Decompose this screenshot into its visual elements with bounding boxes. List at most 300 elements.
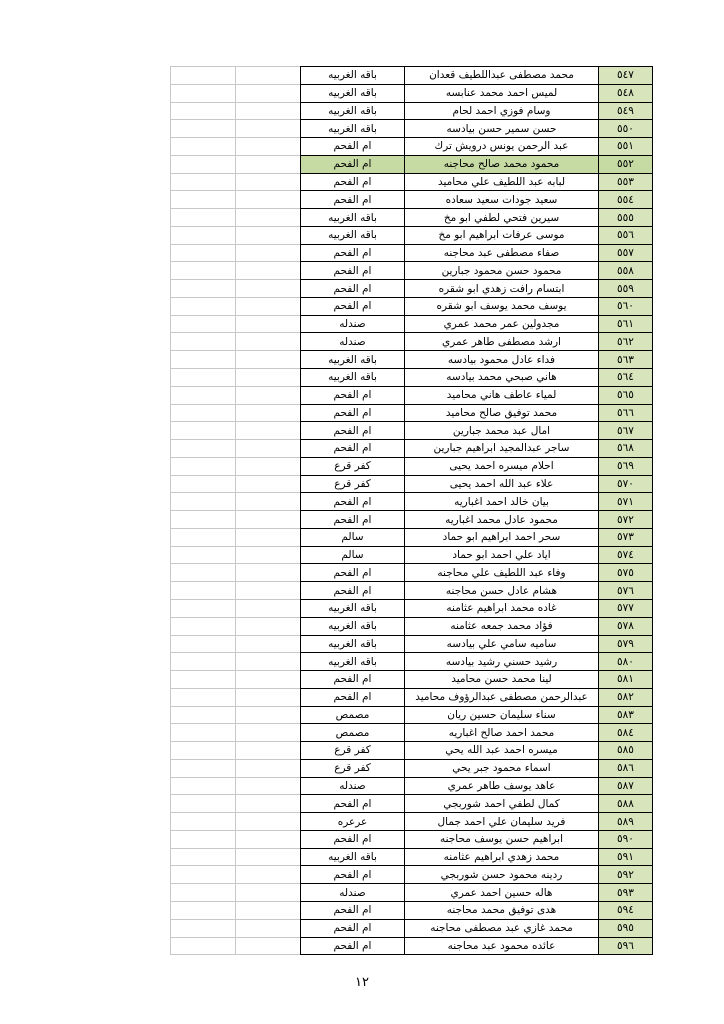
empty-cell [171,191,236,209]
empty-cell [236,599,301,617]
empty-cell [236,830,301,848]
empty-cell [236,884,301,902]
name-cell: ميسره احمد عبد الله يحي [405,742,599,760]
name-cell: محمد احمد صالح اغباريه [405,724,599,742]
table-row [171,262,653,280]
name-cell: سيرين فتحي لطفي ابو مخ [405,209,599,227]
empty-cell [236,564,301,582]
empty-cell [171,582,236,600]
empty-cell [171,120,236,138]
empty-cell [236,138,301,156]
town-cell: باقه الغربيه [301,653,405,671]
town-cell: ام الفحم [301,404,405,422]
empty-cell [171,511,236,529]
row-number-cell: ٥٨٩ [599,813,653,831]
empty-cell [236,582,301,600]
row-number-cell: ٥٧٤ [599,546,653,564]
empty-cell [236,244,301,262]
town-cell: ام الفحم [301,671,405,689]
name-cell: محمد توفيق صالح محاميد [405,404,599,422]
name-cell: اياد علي احمد ابو حماد [405,546,599,564]
empty-cell [171,777,236,795]
row-number-cell: ٥٩٥ [599,919,653,937]
empty-cell [236,404,301,422]
row-number-cell: ٥٩٤ [599,901,653,919]
page-number: ١٢ [355,975,369,990]
table-row [171,564,653,582]
empty-cell [171,653,236,671]
name-cell: محمود حسن محمود جبارين [405,262,599,280]
name-cell: ارشد مصطفى طاهر عمري [405,333,599,351]
town-cell: ام الفحم [301,688,405,706]
empty-cell [171,440,236,458]
town-cell: مصمص [301,706,405,724]
empty-cell [171,102,236,120]
name-cell: رشيد حسني رشيد بيادسه [405,653,599,671]
table-row [171,617,653,635]
row-number-cell: ٥٩٠ [599,830,653,848]
empty-cell [171,226,236,244]
table-row [171,84,653,102]
empty-cell [171,493,236,511]
table-row [171,671,653,689]
table-row [171,848,653,866]
table-row [171,369,653,387]
town-cell: ام الفحم [301,173,405,191]
name-cell: عبدالرحمن مصطفى عبدالرؤوف محاميد [405,688,599,706]
empty-cell [171,884,236,902]
town-cell: باقه الغربيه [301,209,405,227]
town-cell: باقه الغربيه [301,84,405,102]
town-cell: ام الفحم [301,422,405,440]
town-cell: كفر قرع [301,742,405,760]
town-cell: باقه الغربيه [301,102,405,120]
row-number-cell: ٥٦٧ [599,422,653,440]
name-cell: غاده محمد ابراهيم عثامنه [405,599,599,617]
table-row [171,937,653,955]
name-cell: فؤاد محمد جمعه عثامنه [405,617,599,635]
table-row [171,138,653,156]
name-cell: هدى توفيق محمد محاجنه [405,901,599,919]
name-cell: عبد الرحمن يونس درويش ترك [405,138,599,156]
name-cell: وفاء عبد اللطيف علي محاجنه [405,564,599,582]
empty-cell [171,564,236,582]
town-cell: ام الفحم [301,511,405,529]
empty-cell [171,635,236,653]
row-number-cell: ٥٨١ [599,671,653,689]
name-cell: ابتسام رافت زهدي ابو شقره [405,280,599,298]
empty-cell [171,351,236,369]
empty-cell [171,155,236,173]
table-row [171,759,653,777]
empty-cell [236,457,301,475]
table-row [171,582,653,600]
row-number-cell: ٥٧٦ [599,582,653,600]
empty-cell [236,422,301,440]
town-cell: كفر قرع [301,759,405,777]
row-number-cell: ٥٦٠ [599,297,653,315]
empty-cell [171,528,236,546]
town-cell: ام الفحم [301,564,405,582]
empty-cell [171,173,236,191]
row-number-cell: ٥٧١ [599,493,653,511]
table-row [171,653,653,671]
row-number-cell: ٥٨٨ [599,795,653,813]
empty-cell [236,813,301,831]
row-number-cell: ٥٥٨ [599,262,653,280]
empty-cell [171,333,236,351]
table-row [171,884,653,902]
town-cell: مصمص [301,724,405,742]
name-cell: عاهد يوسف طاهر عمري [405,777,599,795]
empty-cell [236,511,301,529]
name-cell: ساميه سامي علي بيادسه [405,635,599,653]
town-cell: باقه الغربيه [301,599,405,617]
town-cell: باقه الغربيه [301,226,405,244]
name-cell: بيان خالد احمد اغباريه [405,493,599,511]
town-cell: سالم [301,528,405,546]
town-cell: ام الفحم [301,901,405,919]
empty-cell [236,901,301,919]
row-number-cell: ٥٥٢ [599,155,653,173]
row-number-cell: ٥٥٦ [599,226,653,244]
row-number-cell: ٥٦٣ [599,351,653,369]
empty-cell [171,369,236,387]
table-row [171,635,653,653]
table-row [171,866,653,884]
empty-cell [236,937,301,955]
table-row [171,209,653,227]
empty-cell [171,315,236,333]
empty-cell [236,280,301,298]
row-number-cell: ٥٧٢ [599,511,653,529]
empty-cell [236,262,301,280]
town-cell: باقه الغربيه [301,351,405,369]
empty-cell [171,475,236,493]
name-cell: لميس احمد محمد عنابسه [405,84,599,102]
empty-cell [171,671,236,689]
row-number-cell: ٥٥٣ [599,173,653,191]
empty-cell [236,671,301,689]
row-number-cell: ٥٧٣ [599,528,653,546]
name-cell: هاله حسين احمد عمري [405,884,599,902]
town-cell: باقه الغربيه [301,848,405,866]
table-row [171,120,653,138]
empty-cell [236,866,301,884]
empty-cell [171,759,236,777]
empty-cell [171,795,236,813]
row-number-cell: ٥٩٦ [599,937,653,955]
name-cell: لبابه عبد اللطيف علي محاميد [405,173,599,191]
names-table [170,66,653,955]
empty-cell [171,813,236,831]
empty-cell [171,830,236,848]
table-row [171,102,653,120]
table-row [171,475,653,493]
empty-cell [236,102,301,120]
empty-cell [171,209,236,227]
table-row [171,546,653,564]
empty-cell [171,688,236,706]
empty-cell [171,280,236,298]
town-cell: عرعره [301,813,405,831]
name-cell: عائده محمود عبد محاجنه [405,937,599,955]
name-cell: حسن سمير حسن بيادسه [405,120,599,138]
row-number-cell: ٥٩٢ [599,866,653,884]
town-cell: ام الفحم [301,386,405,404]
town-cell: ام الفحم [301,493,405,511]
table-row [171,280,653,298]
town-cell: ام الفحم [301,138,405,156]
table-row [171,528,653,546]
empty-cell [236,120,301,138]
row-number-cell: ٥٦١ [599,315,653,333]
name-cell: سحر احمد ابراهيم ابو حماد [405,528,599,546]
empty-cell [171,297,236,315]
table-row [171,457,653,475]
empty-cell [171,84,236,102]
row-number-cell: ٥٧٩ [599,635,653,653]
table-row [171,173,653,191]
town-cell: ام الفحم [301,582,405,600]
empty-cell [236,475,301,493]
empty-cell [236,493,301,511]
name-cell: وسام فوزي احمد لحام [405,102,599,120]
town-cell: ام الفحم [301,795,405,813]
empty-cell [171,848,236,866]
town-cell: ام الفحم [301,830,405,848]
town-cell: ام الفحم [301,262,405,280]
row-number-cell: ٥٦٥ [599,386,653,404]
table-row [171,155,653,173]
name-cell: كمال لطفي احمد شوربجي [405,795,599,813]
row-number-cell: ٥٤٧ [599,67,653,85]
table-row [171,599,653,617]
empty-cell [236,759,301,777]
empty-cell [171,244,236,262]
row-number-cell: ٥٦٩ [599,457,653,475]
empty-cell [236,84,301,102]
town-cell: ام الفحم [301,155,405,173]
name-cell: لمياء عاطف هاني محاميد [405,386,599,404]
name-cell: محمد مصطفى عبداللطيف قعدان [405,67,599,85]
row-number-cell: ٥٨٦ [599,759,653,777]
empty-cell [236,617,301,635]
row-number-cell: ٥٨٠ [599,653,653,671]
table-row [171,67,653,85]
name-cell: ردينه محمود حسن شوربجي [405,866,599,884]
name-cell: محمود محمد صالح محاجنه [405,155,599,173]
table-row [171,511,653,529]
empty-cell [236,155,301,173]
row-number-cell: ٥٨٣ [599,706,653,724]
empty-cell [236,226,301,244]
row-number-cell: ٥٧٨ [599,617,653,635]
table-row [171,830,653,848]
empty-cell [236,742,301,760]
row-number-cell: ٥٥١ [599,138,653,156]
empty-cell [236,67,301,85]
table-row [171,795,653,813]
town-cell: باقه الغربيه [301,369,405,387]
name-cell: سناء سليمان حسين ريان [405,706,599,724]
table-row [171,688,653,706]
row-number-cell: ٥٥٤ [599,191,653,209]
empty-cell [171,866,236,884]
town-cell: صندله [301,315,405,333]
town-cell: ام الفحم [301,866,405,884]
town-cell: ام الفحم [301,244,405,262]
empty-cell [236,777,301,795]
names-table-body [171,67,653,955]
empty-cell [171,706,236,724]
empty-cell [236,191,301,209]
empty-cell [171,617,236,635]
empty-cell [236,724,301,742]
table-row [171,777,653,795]
name-cell: علاء عبد الله احمد يحيى [405,475,599,493]
town-cell: باقه الغربيه [301,67,405,85]
row-number-cell: ٥٦٤ [599,369,653,387]
empty-cell [171,901,236,919]
empty-cell [236,653,301,671]
row-number-cell: ٥٧٥ [599,564,653,582]
row-number-cell: ٥٨٤ [599,724,653,742]
row-number-cell: ٥٤٩ [599,102,653,120]
table-row [171,440,653,458]
row-number-cell: ٥٥٠ [599,120,653,138]
empty-cell [171,67,236,85]
empty-cell [171,386,236,404]
table-row [171,404,653,422]
name-cell: يوسف محمد يوسف ابو شقره [405,297,599,315]
town-cell: صندله [301,777,405,795]
town-cell: باقه الغربيه [301,635,405,653]
row-number-cell: ٥٦٨ [599,440,653,458]
table-row [171,901,653,919]
name-cell: موسى عرفات ابراهيم ابو مخ [405,226,599,244]
table-row [171,706,653,724]
empty-cell [236,209,301,227]
table-row [171,297,653,315]
row-number-cell: ٥٥٥ [599,209,653,227]
empty-cell [236,297,301,315]
table-row [171,191,653,209]
table-row [171,422,653,440]
town-cell: ام الفحم [301,440,405,458]
empty-cell [171,742,236,760]
name-cell: مجدولين عمر محمد عمري [405,315,599,333]
empty-cell [236,351,301,369]
name-cell: سعيد جودات سعيد سعاده [405,191,599,209]
town-cell: كفر قرع [301,457,405,475]
empty-cell [171,404,236,422]
empty-cell [236,528,301,546]
empty-cell [236,173,301,191]
table-row [171,919,653,937]
name-cell: ساجر عبدالمجيد ابراهيم جبارين [405,440,599,458]
table-row [171,493,653,511]
empty-cell [236,688,301,706]
town-cell: ام الفحم [301,297,405,315]
row-number-cell: ٥٧٧ [599,599,653,617]
town-cell: كفر قرع [301,475,405,493]
name-cell: اسماء محمود جبر يحي [405,759,599,777]
empty-cell [236,919,301,937]
table-row [171,244,653,262]
town-cell: صندله [301,884,405,902]
table-row [171,813,653,831]
row-number-cell: ٥٨٢ [599,688,653,706]
row-number-cell: ٥٤٨ [599,84,653,102]
town-cell: سالم [301,546,405,564]
name-cell: احلام ميسره احمد يحيى [405,457,599,475]
town-cell: صندله [301,333,405,351]
empty-cell [236,795,301,813]
table-row [171,742,653,760]
empty-cell [171,724,236,742]
row-number-cell: ٥٩٣ [599,884,653,902]
empty-cell [236,440,301,458]
empty-cell [236,706,301,724]
table-row [171,315,653,333]
empty-cell [171,138,236,156]
empty-cell [171,262,236,280]
town-cell: ام الفحم [301,191,405,209]
name-cell: لينا محمد حسن محاميد [405,671,599,689]
empty-cell [171,937,236,955]
empty-cell [236,848,301,866]
town-cell: باقه الغربيه [301,120,405,138]
row-number-cell: ٥٨٥ [599,742,653,760]
row-number-cell: ٥٩١ [599,848,653,866]
name-cell: هشام عادل حسن محاجنه [405,582,599,600]
empty-cell [171,599,236,617]
empty-cell [236,315,301,333]
town-cell: باقه الغربيه [301,617,405,635]
name-cell: صفاء مصطفى عبد محاجنه [405,244,599,262]
row-number-cell: ٥٦٦ [599,404,653,422]
empty-cell [171,919,236,937]
empty-cell [171,546,236,564]
table-row [171,333,653,351]
empty-cell [236,333,301,351]
empty-cell [236,546,301,564]
table-row [171,351,653,369]
row-number-cell: ٥٦٢ [599,333,653,351]
name-cell: هاني صبحي محمد بيادسه [405,369,599,387]
table-row [171,226,653,244]
empty-cell [171,422,236,440]
table-row [171,724,653,742]
name-cell: فريد سليمان علي احمد جمال [405,813,599,831]
name-cell: امال عبد محمد جبارين [405,422,599,440]
empty-cell [236,369,301,387]
row-number-cell: ٥٨٧ [599,777,653,795]
name-cell: فداء عادل محمود بيادسه [405,351,599,369]
town-cell: ام الفحم [301,919,405,937]
empty-cell [171,457,236,475]
row-number-cell: ٥٥٧ [599,244,653,262]
town-cell: ام الفحم [301,937,405,955]
town-cell: ام الفحم [301,280,405,298]
empty-cell [236,635,301,653]
name-cell: محمد غازي عبد مصطفى محاجنه [405,919,599,937]
name-cell: محمود عادل محمد اغباريه [405,511,599,529]
name-cell: ابراهيم حسن يوسف محاجنه [405,830,599,848]
empty-cell [236,386,301,404]
table-row [171,386,653,404]
